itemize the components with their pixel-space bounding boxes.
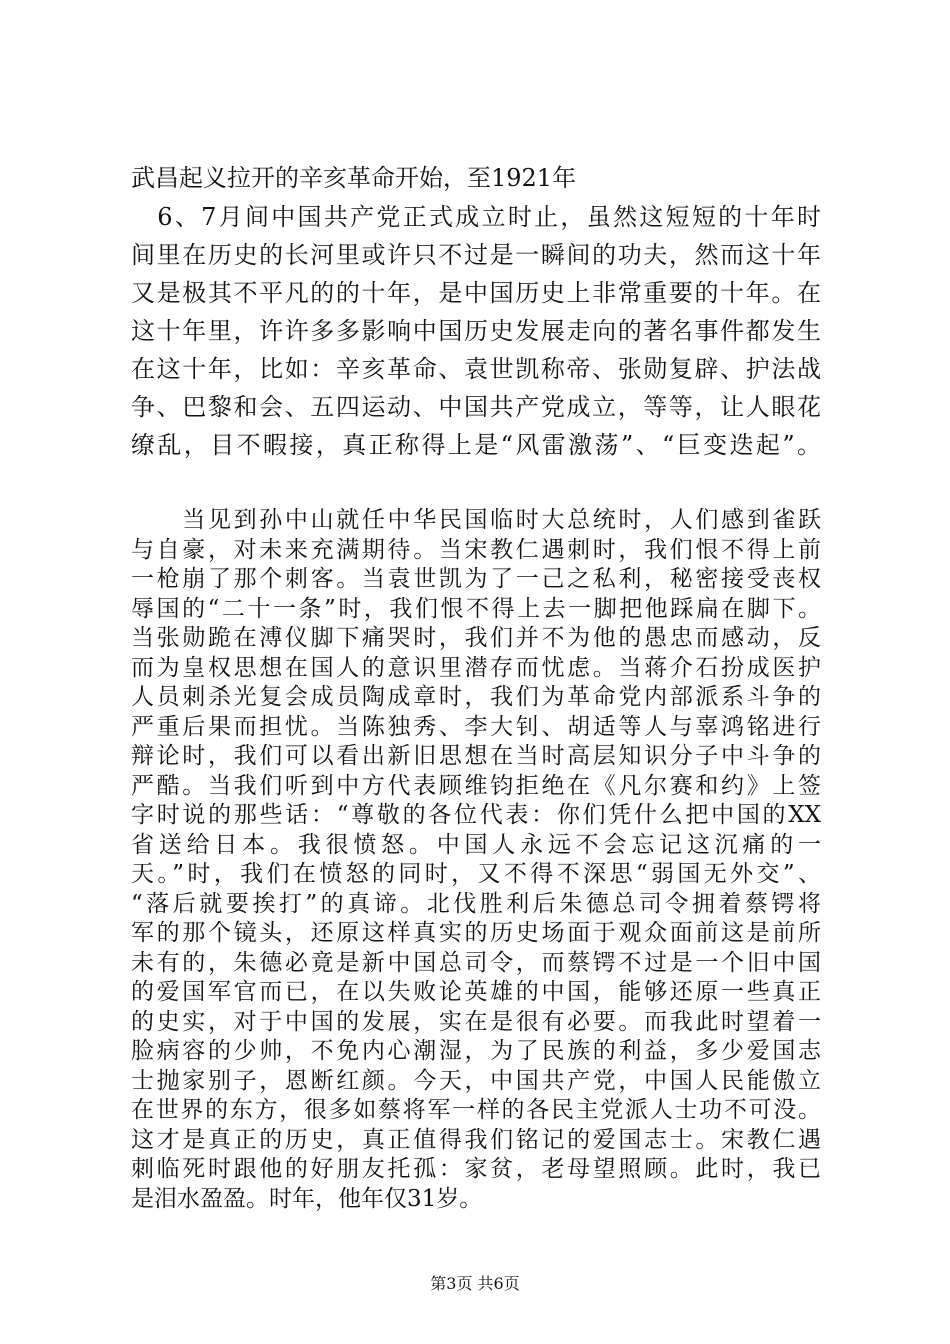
paragraph-2-line-4: 辱国的“二十一条”时，我们恨不得上去一脚把他踩扁在脚下。: [131, 595, 821, 622]
paragraph-2-line-19: 脸病容的少帅，不免内心潮湿，为了民族的利益，多少爱国志: [131, 1038, 821, 1064]
paragraph-2-line-3: 一枪崩了那个刺客。当袁世凯为了一己之私利，秘密接受丧权: [131, 566, 821, 592]
paragraph-1-line-6: 在这十年，比如：辛亥革命、袁世凯称帝、张勋复辟、护法战: [131, 355, 821, 383]
paragraph-2-line-16: 未有的，朱德必竟是新中国总司令，而蔡锷不过是一个旧中国: [131, 949, 821, 976]
paragraph-2-line-13: 天。”时，我们在愤怒的同时，又不得不深思“弱国无外交”、: [131, 861, 821, 887]
paragraph-2-line-10: 严酷。当我们听到中方代表顾维钧拒绝在《凡尔赛和约》上签: [131, 772, 821, 799]
paragraph-2-line-22: 这才是真正的历史，真正值得我们铭记的爱国志士。宋教仁遇: [131, 1126, 821, 1153]
paragraph-1-line-1: 武昌起义拉开的辛亥革命开始，至1921年: [131, 164, 577, 192]
paragraph-2-line-17: 的爱国军官而已，在以失败论英雄的中国，能够还原一些真正: [131, 979, 821, 1005]
paragraph-2-line-11: 字时说的那些话：“尊敬的各位代表：你们凭什么把中国的XX: [131, 802, 821, 828]
paragraph-2-line-8: 严重后果而担忧。当陈独秀、李大钊、胡适等人与辜鸿铭进行: [131, 713, 821, 740]
paragraph-2-line-5: 当张勋跪在溥仪脚下痛哭时，我们并不为他的愚忠而感动，反: [131, 625, 821, 651]
paragraph-2-line-23: 刺临死时跟他的好朋友托孤：家贫，老母望照顾。此时，我已: [131, 1156, 821, 1182]
paragraph-2-line-20: 士抛家别子，恩断红颜。今天，中国共产党，中国人民能傲立: [131, 1067, 821, 1094]
paragraph-2-line-18: 的史实，对于中国的发展，实在是很有必要。而我此时望着一: [131, 1008, 821, 1035]
paragraph-1-line-7: 争、巴黎和会、五四运动、中国共产党成立，等等，让人眼花: [131, 393, 821, 421]
paragraph-2-line-12: 省送给日本。我很愤怒。中国人永远不会忘记这沉痛的一: [131, 831, 821, 858]
page-footer: 第3页 共6页: [430, 1274, 520, 1293]
paragraph-2-line-2: 与自豪，对未来充满期待。当宋教仁遇刺时，我们恨不得上前: [131, 536, 821, 563]
paragraph-1-line-8: 缭乱，目不暇接，真正称得上是“风雷激荡”、“巨变迭起”。: [131, 431, 821, 459]
paragraph-2-line-24: 是泪水盈盈。时年，他年仅31岁。: [131, 1185, 483, 1212]
paragraph-1-line-2: 6、7月间中国共产党正式成立时止，虽然这短短的十年时: [131, 203, 821, 231]
paragraph-2-line-9: 辩论时，我们可以看出新旧思想在当时高层知识分子中斗争的: [131, 743, 821, 769]
paragraph-1-line-4: 又是极其不平凡的的十年，是中国历史上非常重要的十年。在: [131, 279, 821, 307]
paragraph-2-line-6: 而为皇权思想在国人的意识里潜存而忧虑。当蒋介石扮成医护: [131, 654, 821, 681]
paragraph-2-line-14: “落后就要挨打”的真谛。北伐胜利后朱德总司令拥着蔡锷将: [131, 890, 821, 917]
paragraph-1-line-3: 间里在历史的长河里或许只不过是一瞬间的功夫，然而这十年: [131, 241, 821, 269]
paragraph-2-line-21: 在世界的东方，很多如蔡将军一样的各民主党派人士功不可没。: [131, 1097, 821, 1123]
paragraph-2-line-15: 军的那个镜头，还原这样真实的历史场面于观众面前这是前所: [131, 920, 821, 946]
paragraph-2-line-7: 人员刺杀光复会成员陶成章时，我们为革命党内部派系斗争的: [131, 684, 821, 710]
paragraph-2-line-1: 当见到孙中山就任中华民国临时大总统时，人们感到雀跃: [131, 507, 821, 533]
paragraph-1-line-5: 这十年里，许许多多影响中国历史发展走向的著名事件都发生: [131, 317, 821, 345]
